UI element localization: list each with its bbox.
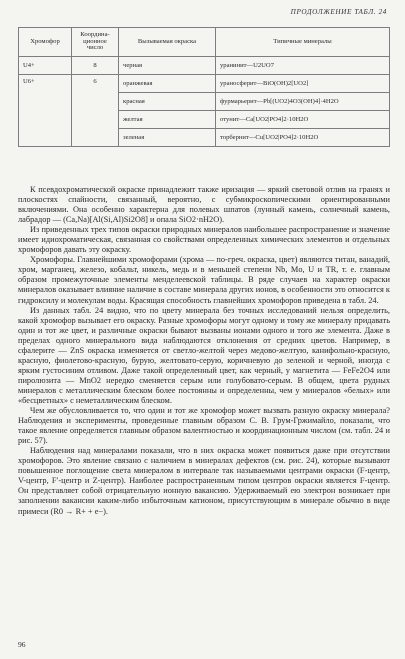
color-cell: черная [119, 57, 216, 75]
running-head: ПРОДОЛЖЕНИЕ ТАБЛ. 24 [290, 8, 387, 16]
chromophore-table [18, 27, 390, 147]
color-cell: красная [119, 93, 216, 111]
paragraph-irisation: К псевдохроматической окраске принадлежит также иризация — яркий световой отлив на гранях и плоскостях спайности, связанный, вероятно, с субмикроскопическими ориентированными включениями. Она особенно характерна для полевых шпатов (лунный камень, солнечный камень, лабрадор — (Ca,Na)[Al(Si,Al)Si2O8] и опала SiO2·nH2O). [18, 185, 390, 225]
table-row [19, 75, 390, 93]
color-cell: оранжевая [119, 75, 216, 93]
page-number: 96 [18, 640, 26, 649]
table-row [19, 57, 390, 75]
body-text [18, 185, 390, 517]
color-cell: зеленая [119, 129, 216, 147]
paragraph-chromophores: Хромофоры. Главнейшими хромофорами (хрома — по-греч. окраска, цвет) являются титан, ванадий, хром, марганец, железо, кобальт, никель, медь и в меньшей степени Nb, Mo, U и TR, т. е. главным образом промежуточные элементы менделеевской таблицы. В ряде случаев на характер окраски минералов оказывает влияние наличие в составе минерала других ионов, в особенности это относится к гидроксилу и молекулам воды. Красящая способность главнейших хромофоров приведена в табл. 24. [18, 255, 390, 305]
coordination-cell: 6 [72, 75, 119, 147]
mineral-cell: уранинит—U2UO7 [216, 57, 390, 75]
paragraph-color-centers: Наблюдения над минералами показали, что в них окраска может появиться даже при отсутствии хромофоров. Это явление связано с наличием в минералах дефектов (см. рис. 24), которые вызывают повышенное поглощение света минералом в интервале так называемыми центрами окраски (F-центр, V-центр, F′-центр и Z-центр). Наиболее распространенным типом центров окраски является F-центр. Он представляет собой отрицательную ионную вакансию. Удерживаемый ею электрон возникает при заполнении вакансии каким-либо избыточным катионом, присутствующим в минерале обычно в виде примеси (R0 → R+ + e−). [18, 446, 390, 516]
mineral-cell: торбернит—Cu[UO2|PO4]2·10H2O [216, 129, 390, 147]
mineral-cell: отунит—Ca[UO2|PO4]2·10H2O [216, 111, 390, 129]
coordination-cell: 8 [72, 57, 119, 75]
chromophore-cell: U4+ [19, 57, 72, 75]
color-cell: желтая [119, 111, 216, 129]
paragraph-idiochromatic: Из приведенных трех типов окраски природных минералов наибольшее распространение и значение имеет идиохроматическая, связанная со свойствами определенных химических элементов и отдельных хромофоров давать эту окраску. [18, 225, 390, 255]
table-header: Координа-ционное число [72, 28, 119, 57]
paragraph-table-analysis: Из данных табл. 24 видно, что по цвету минерала без точных исследований нельзя определить, какой хромофор вызывает его окраску. Разные хромофоры могут одному и тому же минералу придавать один и тот же цвет, и различные окраски бывают вызваны ионами одного и того же элемента. Даже в пределах одного минерального вида наблюдаются отклонения от средних цветов. Например, в сфалерите — ZnS окраска изменяется от светло-желтой через медово-желтую, канифольно-красную, красную, фиолетово-красную, бурую, желтовато-серую, коричневую до зеленой и черной, иногда с ярким густосиним отливом. Даже такой определенный цвет, как черный, у магнетита — FeFe2O4 или пиролюзита — MnO2 нередко сменяется серым или голубовато-серым. В общем, цвета рудных минералов с металлическим блеском более постоянны и определенны, чем у минералов «белых» или «бесцветных» с неметаллическим блеском. [18, 305, 390, 405]
table-header: Хромофор [19, 28, 72, 57]
table-header: Вызываемая окраска [119, 28, 216, 57]
chromophore-cell: U6+ [19, 75, 72, 147]
paragraph-valence: Чем же обусловливается то, что один и тот же хромофор может вызвать разную окраску минерала? Наблюдения и эксперименты, проведенные главным образом С. В. Грум-Гржимайло, показали, что такое явление определяется главным образом валентностью и координационным числом (см. табл. 24 и рис. 57). [18, 406, 390, 446]
mineral-cell: фурмарьерит—Pb[(UO2)4O3(OH)4]·4H2O [216, 93, 390, 111]
mineral-cell: ураносферит—BiO(OH)2[UO2] [216, 75, 390, 93]
table-header-row [19, 28, 390, 57]
table-header: Типичные минералы [216, 28, 390, 57]
